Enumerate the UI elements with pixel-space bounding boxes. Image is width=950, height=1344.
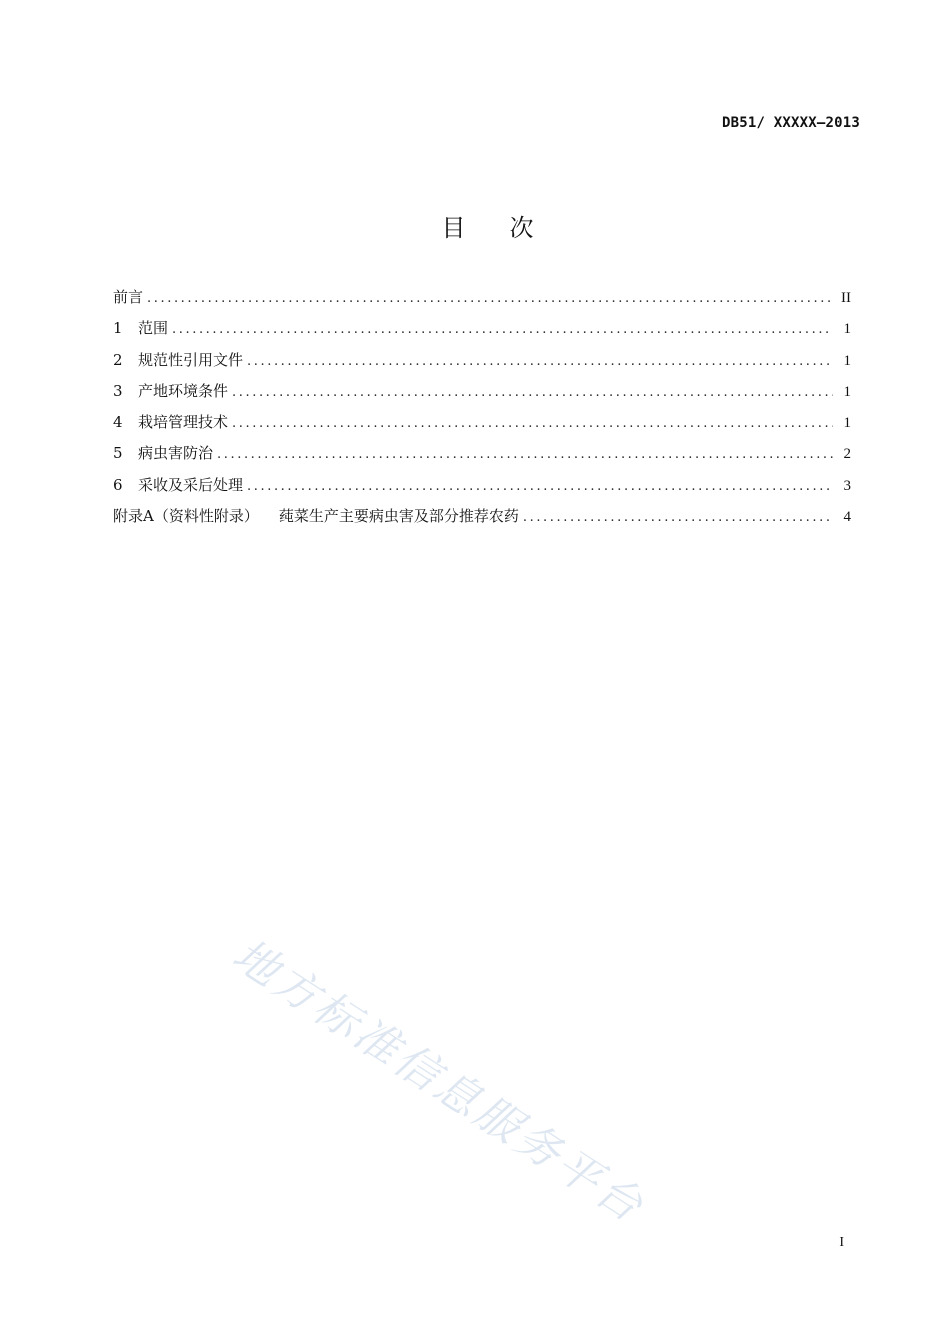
toc-entry-label: 前言 — [113, 288, 144, 306]
toc-entry-foreword[interactable] — [113, 285, 851, 316]
toc-entry-label: 范围 — [138, 319, 169, 338]
toc-entry-label — [113, 504, 519, 528]
toc-entry-harvest[interactable] — [113, 473, 851, 504]
toc-entry-appendix-a[interactable] — [113, 504, 851, 535]
toc-entry-label: 产地环境条件 — [138, 381, 229, 400]
toc-entry-page: 2 — [843, 446, 851, 463]
appendix-title: 莼菜生产主要病虫害及部分推荐农药 — [278, 507, 519, 526]
toc-leader-dots — [217, 443, 833, 467]
appendix-prefix: 附录A（资料性附录） — [113, 507, 259, 526]
toc-entry-page: II — [841, 290, 851, 306]
toc-entry-label: 规范性引用文件 — [138, 350, 244, 369]
toc-leader-dots — [172, 318, 833, 342]
toc-entry-page: 1 — [843, 321, 851, 338]
footer-page-number: I — [839, 1235, 844, 1250]
toc-title-char-1: 目 — [441, 214, 466, 242]
toc-entry-cultivation[interactable] — [113, 410, 851, 441]
toc-entry-page: 4 — [843, 509, 851, 526]
toc-entry-page: 1 — [843, 415, 851, 432]
toc-entry-number: 5 — [113, 444, 123, 463]
toc-entry-pest-control[interactable] — [113, 441, 851, 472]
toc-entry-environment[interactable] — [113, 379, 851, 410]
toc-leader-dots — [247, 475, 833, 499]
toc-entry-number: 6 — [113, 475, 123, 494]
toc-entry-number: 1 — [113, 319, 123, 338]
toc-entry-number: 3 — [113, 381, 123, 400]
toc-title-char-2: 次 — [509, 214, 534, 242]
toc-entry-page: 3 — [843, 477, 851, 494]
document-code: DB51/ XXXXX—2013 — [721, 115, 860, 131]
toc-entry-number: 2 — [113, 350, 123, 369]
toc-leader-dots — [232, 412, 833, 436]
toc-leader-dots — [247, 350, 833, 374]
toc-entry-normative-references[interactable] — [113, 348, 851, 379]
watermark: 地方标准信息服务平台 — [223, 929, 654, 1234]
toc-leader-dots — [232, 381, 833, 405]
toc-leader-dots — [523, 506, 833, 530]
toc-title — [0, 208, 950, 243]
toc-entry-page: 1 — [843, 352, 851, 369]
toc-entry-label: 病虫害防治 — [138, 444, 214, 463]
toc-entry-page: 1 — [843, 383, 851, 400]
table-of-contents — [113, 285, 851, 535]
toc-entry-label: 栽培管理技术 — [138, 413, 229, 432]
toc-entry-number: 4 — [113, 413, 123, 432]
toc-leader-dots — [147, 287, 833, 311]
toc-entry-scope[interactable] — [113, 316, 851, 347]
toc-entry-label: 采收及采后处理 — [138, 475, 244, 494]
